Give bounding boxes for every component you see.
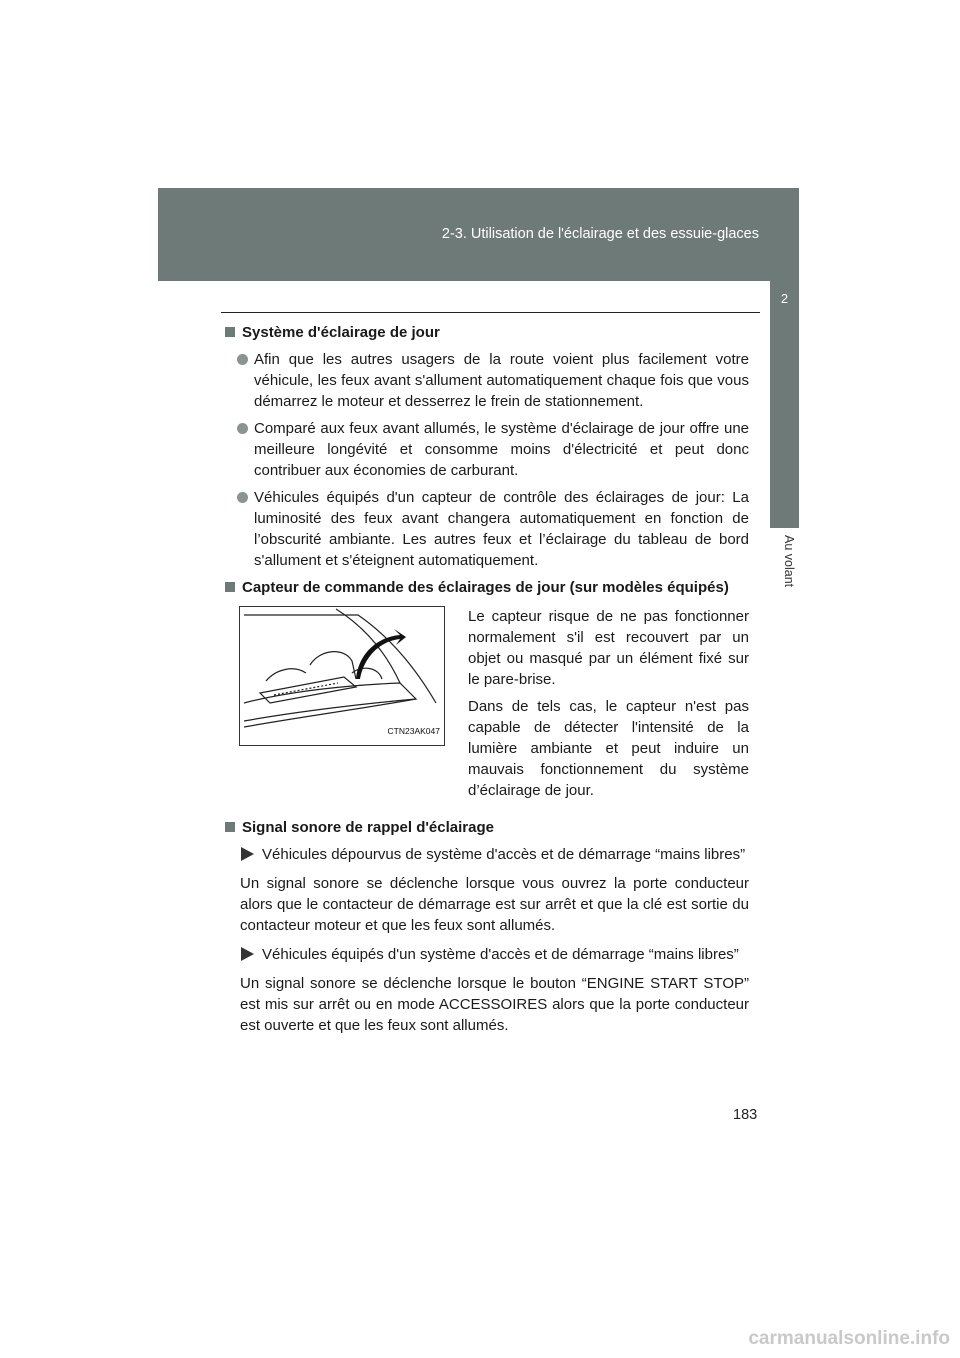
bullet-text: Comparé aux feux avant allumés, le système d'éclairage de jour offre une meilleure longévité et consomme moins d'électricité et peut donc contribuer aux économies de carburant. [254, 420, 749, 479]
condition-line [241, 844, 749, 865]
section-heading-sensor [221, 577, 749, 598]
sensor-figure-row [239, 606, 749, 807]
section-title: Capteur de commande des éclairages de jour (sur modèles équipés) [242, 579, 729, 596]
paragraph: Un signal sonore se déclenche lorsque vous ouvrez la porte conducteur alors que le contacteur de démarrage est sur arrêt et que la clé est sortie du contacteur moteur et que les feux sont allumés. [240, 875, 749, 934]
watermark: carmanualsonline.info [748, 1328, 950, 1349]
list-item [237, 349, 749, 412]
section-title: Signal sonore de rappel d'éclairage [242, 819, 494, 836]
list-item [237, 418, 749, 481]
list-item [237, 487, 749, 571]
bullet-text: Afin que les autres usagers de la route voient plus facilement votre véhicule, les feux avant s'allument automatiquement chaque fois que vous démarrez le moteur et desserrez le frein de stationnement. [254, 351, 749, 410]
square-bullet-icon [225, 582, 235, 592]
square-bullet-icon [225, 822, 235, 832]
triangle-arrow-icon [241, 947, 254, 961]
triangle-arrow-icon [241, 847, 254, 861]
sensor-illustration [239, 606, 445, 746]
chapter-number: 2 [780, 291, 789, 306]
chapter-label: Au volant [782, 535, 796, 588]
paragraph: Dans de tels cas, le capteur n'est pas capable de détecter l'intensité de la lumière ambiante et peut induire un mauvais fonctionnement du système d’éclairage de jour. [468, 698, 749, 799]
condition-line [241, 944, 749, 965]
circle-bullet-icon [237, 423, 248, 434]
circle-bullet-icon [237, 354, 248, 365]
section-header-title: 2-3. Utilisation de l'éclairage et des essuie-glaces [441, 226, 759, 242]
paragraph: Un signal sonore se déclenche lorsque le bouton “ENGINE START STOP” est mis sur arrêt ou en mode ACCESSOIRES alors que la porte conducteur est ouverte et que les feux sont allumés. [240, 975, 749, 1034]
condition-text: Véhicules dépourvus de système d'accès et de démarrage “mains libres” [262, 846, 746, 863]
section-heading-buzzer [221, 817, 749, 838]
header-band [158, 188, 799, 281]
header-rule [221, 312, 760, 313]
page-content [221, 322, 749, 1044]
sensor-description [468, 606, 749, 807]
section-heading-daytime [221, 322, 749, 343]
figure-code: CTN23AK047 [387, 726, 440, 736]
bullet-text: Véhicules équipés d'un capteur de contrôle des éclairages de jour: La luminosité des feux avant changera automatiquement en fonction de l’obscurité ambiante. Les autres feux et l’éclairage du tableau de bord s'allument et s'éteignent automatiquement. [254, 489, 749, 569]
page-number: 183 [733, 1107, 758, 1123]
circle-bullet-icon [237, 492, 248, 503]
chapter-tab[interactable] [770, 281, 799, 528]
paragraph: Le capteur risque de ne pas fonctionner normalement s'il est recouvert par un objet ou masqué par un élément fixé sur le pare-brise. [468, 608, 749, 688]
section-title: Système d'éclairage de jour [242, 324, 440, 341]
condition-text: Véhicules équipés d'un système d'accès et de démarrage “mains libres” [262, 946, 739, 963]
square-bullet-icon [225, 327, 235, 337]
